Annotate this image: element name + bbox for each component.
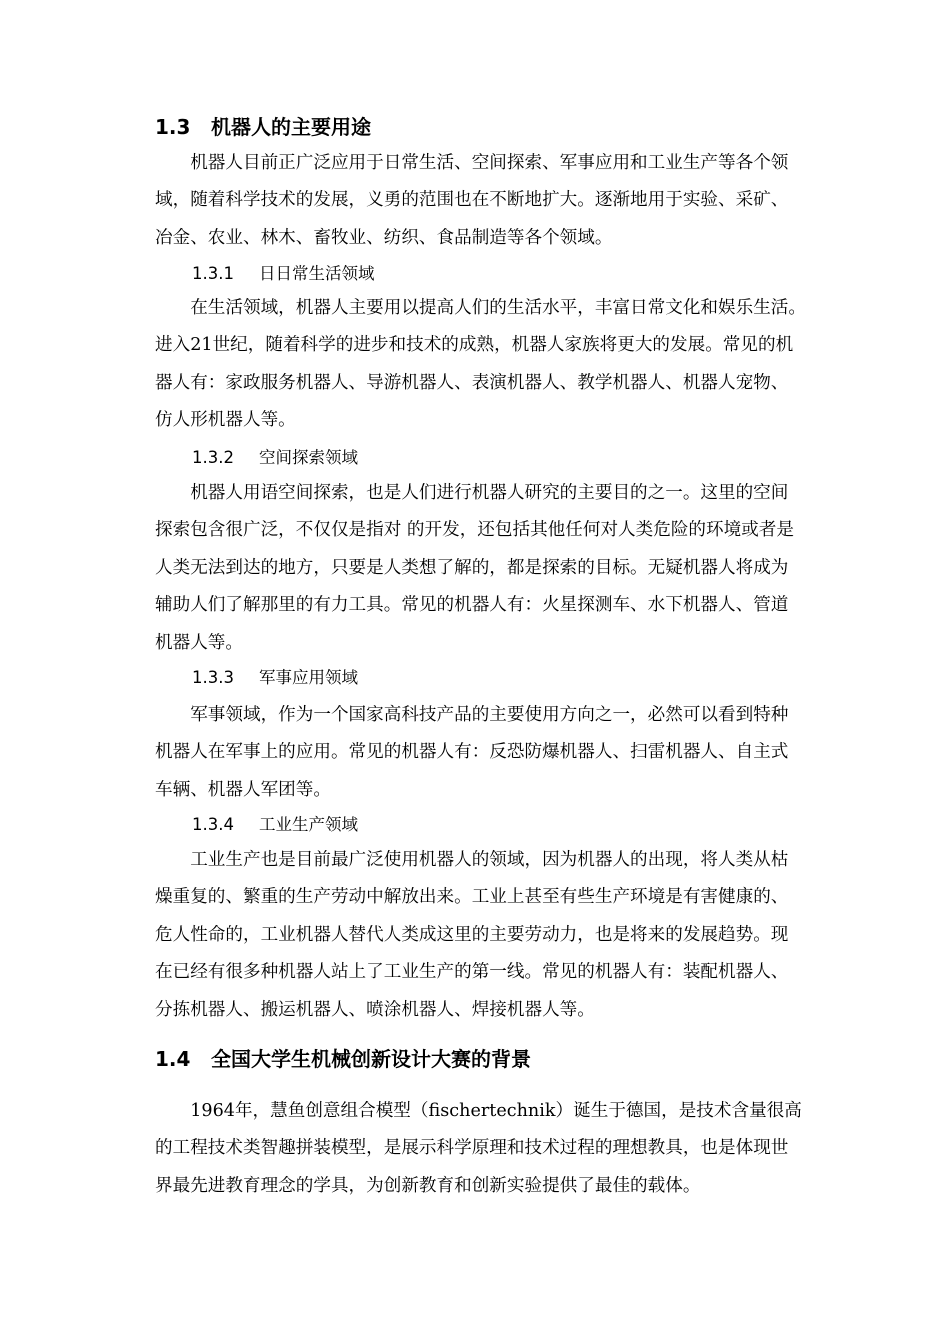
- section-number: 1.3: [155, 115, 191, 139]
- paragraph-space-exploration: [155, 475, 915, 662]
- subsection-number: 1.3.2: [192, 448, 234, 467]
- text-line: 人类无法到达的地方，只要是人类想了解的，都是探索的目标。无疑机器人将成为: [155, 557, 789, 578]
- paragraph-military: [155, 697, 915, 809]
- text-line: 分拣机器人、搬运机器人、喷涂机器人、焊接机器人等。: [155, 999, 595, 1020]
- paragraph-daily-life: [155, 290, 915, 440]
- subsection-heading-1-3-2: [192, 450, 358, 467]
- section-title: 全国大学生机械创新设计大赛的背景: [211, 1047, 531, 1071]
- text-line: 域，随着科学技术的发展，义勇的范围也在不断地扩大。逐渐地用于实验、采矿、: [155, 190, 789, 211]
- subsection-title: 工业生产领域: [259, 815, 358, 834]
- subsection-title: 军事应用领域: [259, 668, 358, 687]
- text-line: 工业生产也是目前最广泛使用机器人的领域，因为机器人的出现，将人类从枯: [155, 850, 789, 870]
- text-line: 界最先进教育理念的学具，为创新教育和创新实验提供了最佳的载体。: [155, 1175, 701, 1196]
- text-line: 机器人在军事上的应用。常见的机器人有：反恐防爆机器人、扫雷机器人、自主式: [155, 742, 789, 763]
- subsection-heading-1-3-1: [192, 266, 375, 283]
- text-line: 危人性命的，工业机器人替代人类成这里的主要劳动力，也是将来的发展趋势。现: [155, 924, 789, 945]
- text-line: 1964年，慧鱼创意组合模型（fischertechnik）诞生于德国，是技术含量很高: [155, 1101, 802, 1121]
- paragraph-intro: [155, 145, 915, 257]
- text-line: 燥重复的、繁重的生产劳动中解放出来。工业上甚至有些生产环境是有害健康的、: [155, 887, 789, 908]
- subsection-heading-1-3-3: [192, 670, 358, 687]
- section-title: 机器人的主要用途: [211, 115, 371, 139]
- text-line: 辅助人们了解那里的有力工具。常见的机器人有：火星探测车、水下机器人、管道: [155, 595, 789, 616]
- subsection-number: 1.3.4: [192, 815, 234, 834]
- text-line: 机器人用语空间探索，也是人们进行机器人研究的主要目的之一。这里的空间: [155, 483, 789, 503]
- text-line: 探索包含很广泛，不仅仅是指对 的开发，还包括其他任何对人类危险的环境或者是: [155, 520, 794, 541]
- subsection-number: 1.3.1: [192, 264, 234, 283]
- text-line: 的工程技术类智趣拼装模型，是展示科学原理和技术过程的理想教具，也是体现世: [155, 1138, 789, 1159]
- text-line: 机器人目前正广泛应用于日常生活、空间探索、军事应用和工业生产等各个领: [155, 153, 789, 173]
- text-line: 冶金、农业、林木、畜牧业、纺织、食品制造等各个领域。: [155, 227, 613, 248]
- section-heading-1-4: [155, 1049, 531, 1069]
- section-heading-1-3: [155, 117, 371, 137]
- text-line: 车辆、机器人军团等。: [155, 779, 331, 800]
- paragraph-competition-background: [155, 1093, 915, 1205]
- text-line: 在生活领域，机器人主要用以提高人们的生活水平，丰富日常文化和娱乐生活。: [155, 298, 806, 318]
- text-line: 进入21世纪，随着科学的进步和技术的成熟，机器人家族将更大的发展。常见的机: [155, 335, 794, 356]
- text-line: 器人有：家政服务机器人、导游机器人、表演机器人、教学机器人、机器人宠物、: [155, 372, 789, 393]
- subsection-title: 空间探索领域: [259, 448, 358, 467]
- subsection-number: 1.3.3: [192, 668, 234, 687]
- subsection-heading-1-3-4: [192, 817, 358, 834]
- text-line: 军事领域，作为一个国家高科技产品的主要使用方向之一，必然可以看到特种: [155, 705, 789, 725]
- text-line: 机器人等。: [155, 632, 243, 653]
- paragraph-industrial: [155, 842, 915, 1029]
- subsection-title: 日日常生活领域: [259, 264, 375, 283]
- text-line: 在已经有很多种机器人站上了工业生产的第一线。常见的机器人有：装配机器人、: [155, 962, 789, 983]
- text-line: 仿人形机器人等。: [155, 410, 296, 431]
- section-number: 1.4: [155, 1047, 191, 1071]
